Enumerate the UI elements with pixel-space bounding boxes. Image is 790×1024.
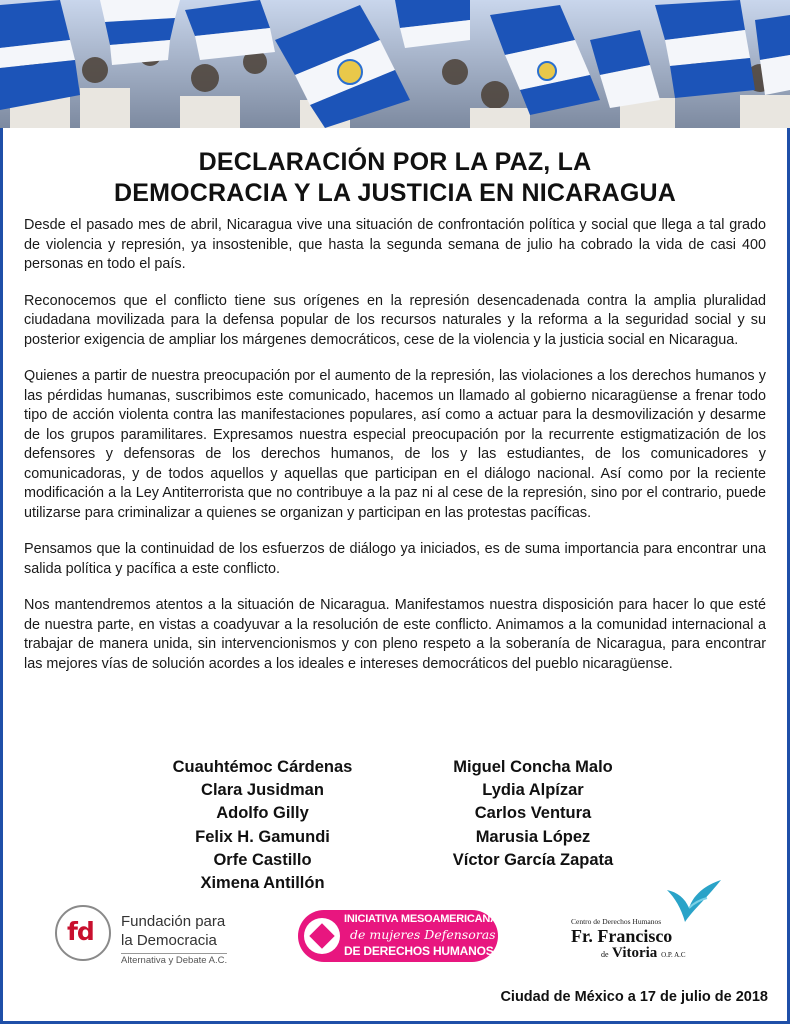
fd-name-line-1: Fundación para — [121, 913, 226, 930]
paragraph-2: Reconocemos que el conflicto tiene sus orígenes en la represión desencadenada contra la amplia pluralidad ciudadana movilizada para la defensa popular de los recursos naturales y la reforma a la seguridad social y su posterior exigencia de ampliar los márgenes democráticos, cese de la violencia y la justicia social en Nicaragua. — [24, 292, 766, 348]
paragraph-3: Quienes a partir de nuestra preocupación por el aumento de la represión, las violaciones a los derechos humanos y las pérdidas humanas, suscribimos este comunicado, hacemos un llamado al gobierno nicaragüense a frenar todo tipo de acción violenta contra las manifestaciones populares, así como a actuar para la desmovilización y desarme de los grupos paramilitares. Expresamos nuestra especial preocupación por la recurrente estigmatización de los defensores y defensoras de los derechos humanos, de los y las estudiantes, de los comunicadores y comunicadoras, y de todos aquellos y aquellas que participan en el diálogo nacional. Así como por la reciente modificación a la Ley Antiterrorista que no contribuye a la paz ni al cese de la represión, sino por el contrario, puede utilizarse para criminalizar a quienes se organizan y participan en las protestas pacíficas. — [24, 368, 766, 521]
im-line-3: DE DERECHOS HUMANOS — [344, 944, 494, 958]
signatory-name: Cuauhtémoc Cárdenas — [172, 758, 353, 776]
signatory-name: Lydia Alpízar — [482, 781, 584, 800]
signatories-left — [130, 756, 395, 895]
iniciativa-mesoamericana-logo — [298, 910, 498, 962]
flag-crowd-image — [0, 0, 790, 128]
document-title — [20, 147, 770, 209]
fd-subtitle: Alternativa y Debate A.C. — [121, 955, 228, 966]
signatories-right — [418, 756, 648, 872]
fd-circle-icon — [55, 905, 111, 961]
signatory-name: Adolfo Gilly — [216, 804, 309, 823]
vitoria-line-1: Centro de Derechos Humanos — [571, 917, 662, 926]
fd-name-line-2: la Democracia — [121, 932, 217, 949]
vitoria-line-2: Fr. Francisco — [571, 926, 673, 946]
paragraph-4: Pensamos que la continuidad de los esfuerzos de diálogo ya iniciados, es de suma importancia para encontrar una salida política y pacífica a este conflicto. — [24, 541, 766, 577]
im-line-2: de mujeres Defensoras — [350, 927, 496, 942]
banner-photo — [0, 0, 790, 128]
signatory-name: Carlos Ventura — [474, 804, 592, 823]
place-and-date: Ciudad de México a 17 de julio de 2018 — [500, 989, 768, 1005]
vitoria-line-3 — [601, 945, 686, 962]
declaration-body — [24, 216, 766, 691]
vitoria-name: Vitoria — [612, 945, 658, 961]
bird-icon — [663, 878, 725, 924]
paragraph-1: Desde el pasado mes de abril, Nicaragua vive una situación de confrontación política y social que llega a tal grado de violencia y represión, ya insostenible, que hasta la segunda semana de julio ha cobrado la vida de casi 400 personas en todo el país. — [24, 217, 766, 272]
signatory-name: Orfe Castillo — [213, 850, 312, 869]
vitoria-suffix: O.P. A.C — [661, 951, 686, 959]
signatory-name: Víctor García Zapata — [452, 850, 614, 869]
signatory-name: Ximena Antillón — [200, 874, 325, 893]
signatory-name: Marusia López — [475, 827, 591, 846]
paragraph-5: Nos mantendremos atentos a la situación de Nicaragua. Manifestamos nuestra disposición para hacer lo que esté de nuestra parte, en vistas a coadyuvar a la resolución de este conflicto. Animamos a la comunidad internacional a trabajar de manera unida, sin intervencionismos y con pleno respeto a la soberanía de Nicaragua, para encontrar las mejores vías de solución acordes a los ideales e intereses democráticos del pueblo nicaragüense. — [24, 597, 766, 672]
signatory-name: Felix H. Gamundi — [195, 827, 330, 846]
signatory-name: Miguel Concha Malo — [453, 758, 613, 776]
fd-mark: fd — [67, 917, 94, 946]
title-line-2: DEMOCRACIA Y LA JUSTICIA EN NICARAGUA — [113, 179, 677, 207]
signatory-name: Clara Jusidman — [201, 781, 324, 800]
title-line-1: DECLARACIÓN POR LA PAZ, LA — [198, 148, 592, 176]
vitoria-de: de — [601, 950, 609, 959]
im-emblem-icon — [304, 918, 340, 954]
im-line-1: INICIATIVA MESOAMERICANA — [344, 913, 498, 925]
vitoria-center-logo — [563, 878, 733, 962]
fundacion-democracia-logo — [55, 905, 255, 965]
